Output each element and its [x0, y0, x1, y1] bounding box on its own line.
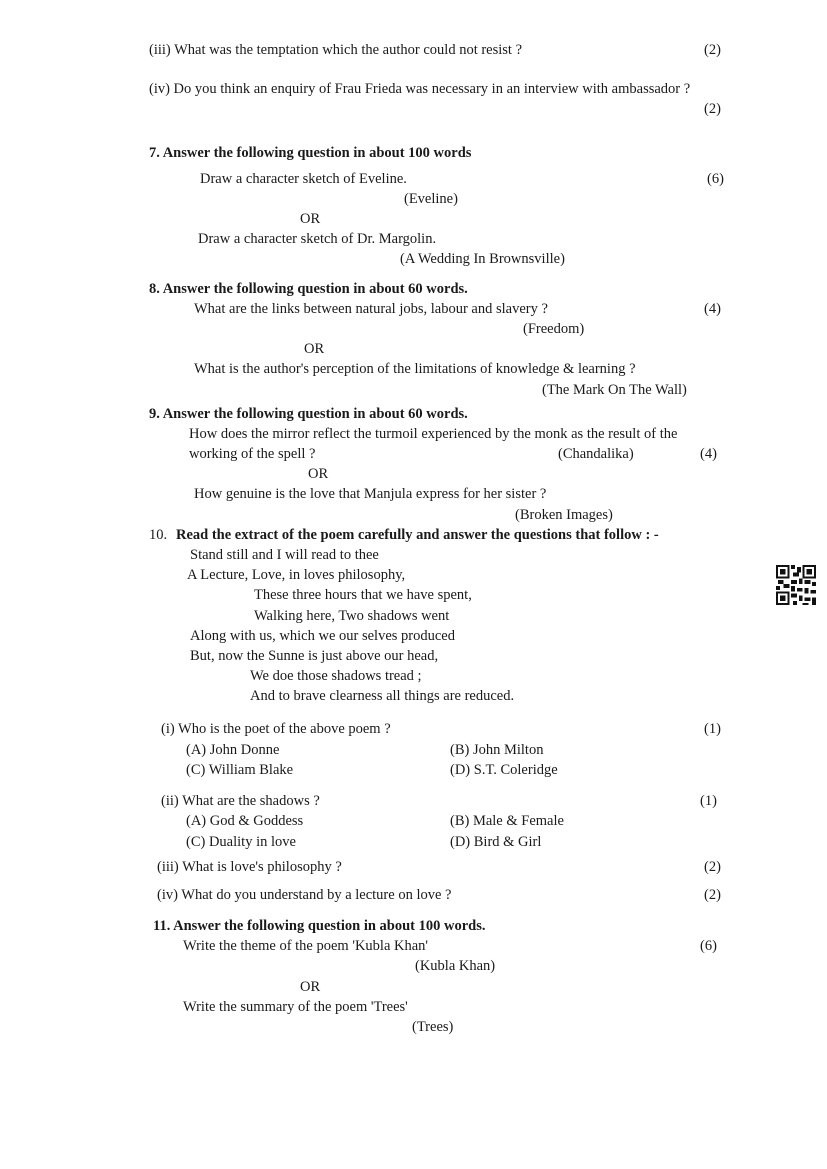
- qr-code-icon: [776, 565, 816, 605]
- question-9-source-b: (Broken Images): [515, 507, 613, 523]
- question-10-ii-option-a: (A) God & Goddess: [186, 813, 304, 829]
- question-10-i-option-b: (B) John Milton: [450, 742, 544, 758]
- poem-line-5: Along with us, which we our selves produced: [190, 628, 455, 644]
- question-10-ii: (ii) What are the shadows ?: [161, 793, 320, 809]
- question-9-option-b: How genuine is the love that Manjula express for her sister ?: [194, 486, 547, 502]
- question-11-option-a: Write the theme of the poem 'Kubla Khan': [183, 938, 429, 954]
- question-6-iv-marks: (2): [704, 101, 721, 117]
- question-6-iv: (iv) Do you think an enquiry of Frau Frieda was necessary in an interview with ambassador ?: [149, 81, 691, 97]
- question-10-ii-marks: (1): [700, 793, 717, 809]
- question-10-i: (i) Who is the poet of the above poem ?: [161, 721, 391, 737]
- poem-line-8: And to brave clearness all things are reduced.: [250, 688, 515, 704]
- question-10-heading: Read the extract of the poem carefully and answer the questions that follow : -: [176, 527, 659, 543]
- question-7-heading: 7. Answer the following question in about 100 words: [149, 145, 472, 161]
- poem-line-1: Stand still and I will read to thee: [190, 547, 379, 563]
- question-10-i-option-a: (A) John Donne: [186, 742, 280, 758]
- question-7-option-a: Draw a character sketch of Eveline.: [200, 171, 407, 187]
- question-8-marks: (4): [704, 301, 721, 317]
- poem-line-6: But, now the Sunne is just above our head,: [190, 648, 439, 664]
- question-10-i-marks: (1): [704, 721, 721, 737]
- question-10-i-option-c: (C) William Blake: [186, 762, 294, 778]
- question-10-i-option-d: (D) S.T. Coleridge: [450, 762, 558, 778]
- question-10-ii-option-b: (B) Male & Female: [450, 813, 564, 829]
- poem-line-3: These three hours that we have spent,: [254, 587, 472, 603]
- question-10-ii-option-c: (C) Duality in love: [186, 834, 296, 850]
- question-10-iii-marks: (2): [704, 859, 721, 875]
- question-7-option-b: Draw a character sketch of Dr. Margolin.: [198, 231, 437, 247]
- poem-line-2: A Lecture, Love, in loves philosophy,: [187, 567, 406, 583]
- poem-line-7: We doe those shadows tread ;: [250, 668, 422, 684]
- question-9-source-a: (Chandalika): [558, 446, 634, 462]
- question-8-heading: 8. Answer the following question in about 60 words.: [149, 281, 468, 297]
- question-10-iv-marks: (2): [704, 887, 721, 903]
- question-8-source-a: (Freedom): [523, 321, 585, 337]
- question-11-or: OR: [300, 979, 321, 995]
- question-11-option-b: Write the summary of the poem 'Trees': [183, 999, 408, 1015]
- question-9-option-a-line1: How does the mirror reflect the turmoil experienced by the monk as the result of the: [189, 426, 678, 442]
- poem-line-4: Walking here, Two shadows went: [254, 608, 450, 624]
- question-10-iv: (iv) What do you understand by a lecture on love ?: [157, 887, 452, 903]
- question-10-number: 10.: [149, 527, 168, 543]
- question-7-source-a: (Eveline): [404, 191, 458, 207]
- question-11-source-a: (Kubla Khan): [415, 958, 496, 974]
- question-8-source-b: (The Mark On The Wall): [542, 382, 687, 398]
- question-7-marks: (6): [707, 171, 724, 187]
- question-11-source-b: (Trees): [412, 1019, 454, 1035]
- question-6-iii: (iii) What was the temptation which the author could not resist ?: [149, 42, 523, 58]
- question-8-option-b: What is the author's perception of the limitations of knowledge & learning ?: [194, 361, 636, 377]
- question-9-heading: 9. Answer the following question in about 60 words.: [149, 406, 468, 422]
- question-7-source-b: (A Wedding In Brownsville): [400, 251, 565, 267]
- question-9-or: OR: [308, 466, 329, 482]
- question-9-marks: (4): [700, 446, 717, 462]
- question-8-option-a: What are the links between natural jobs, labour and slavery ?: [194, 301, 548, 317]
- question-7-or: OR: [300, 211, 321, 227]
- question-6-iii-marks: (2): [704, 42, 721, 58]
- question-10-ii-option-d: (D) Bird & Girl: [450, 834, 542, 850]
- question-11-heading: 11. Answer the following question in about 100 words.: [153, 918, 486, 934]
- question-9-option-a-line2: working of the spell ?: [189, 446, 316, 462]
- question-10-iii: (iii) What is love's philosophy ?: [157, 859, 342, 875]
- question-11-marks: (6): [700, 938, 717, 954]
- question-8-or: OR: [304, 341, 325, 357]
